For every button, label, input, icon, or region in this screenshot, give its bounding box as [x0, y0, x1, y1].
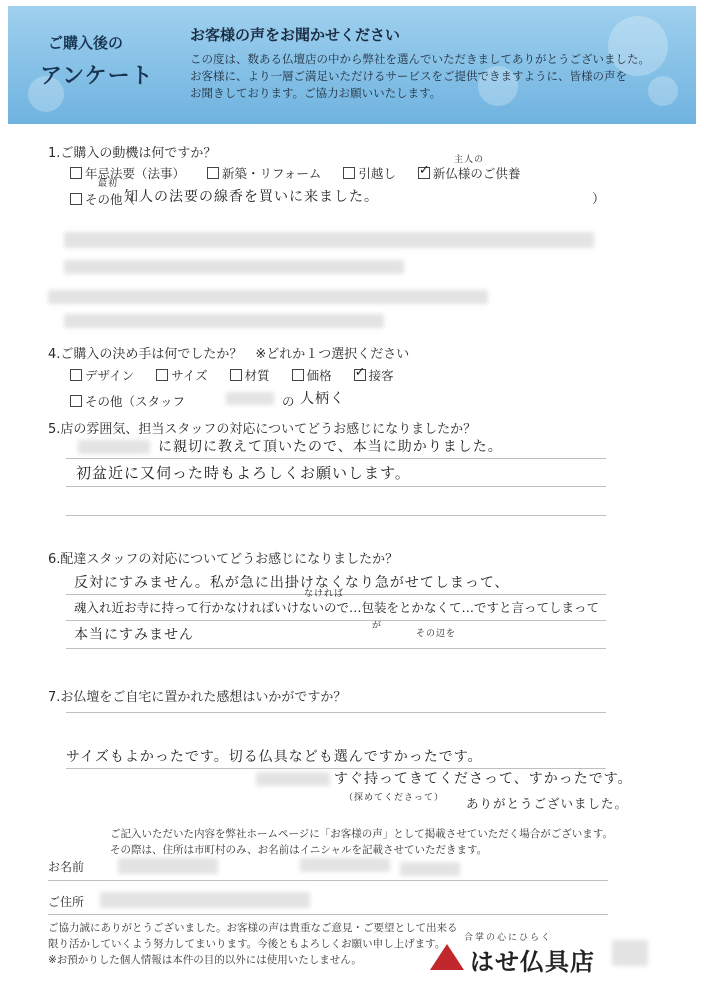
name-rule — [48, 880, 608, 881]
intro-line2: お客様に、より一層ご満足いただけるサービスをご提供できますように、皆様の声を — [190, 69, 627, 83]
q1-option-hikkoshi[interactable]: 引越し — [343, 166, 396, 181]
q4-other: その他（スタッフ — [70, 392, 185, 410]
checkbox[interactable] — [207, 167, 219, 179]
address-rule — [48, 914, 608, 915]
header-banner — [8, 6, 696, 124]
q6-note1: なければ — [304, 589, 345, 599]
company-logo — [430, 930, 630, 980]
redacted-block — [300, 858, 390, 872]
badge-line2: アンケート — [40, 64, 154, 89]
closing-line1: ご協力誠にありがとうございました。お客様の声は貴重なご意見・ご要望として出来る — [48, 922, 458, 934]
publication-note-line1: ご記入いただいた内容を弊社ホームページに「お客様の声」として掲載させていただく場合がございます。 — [110, 828, 613, 840]
q1-option-shinchiku[interactable]: 新築・リフォーム — [207, 166, 321, 181]
q7-answer-line2: すぐ持ってきてくださって、すかったです。 — [334, 771, 633, 787]
question-5: 5.店の雰囲気、担当スタッフの対応についてどうお感じになりましたか？ — [48, 422, 477, 437]
survey-badge — [30, 32, 170, 106]
answer-rule — [66, 648, 606, 649]
q1-close-paren: ） — [592, 192, 606, 207]
q7-note: （探めてくださって） — [344, 793, 445, 803]
redacted-block — [64, 314, 384, 328]
checkbox[interactable] — [230, 369, 242, 381]
page-title: お客様の声をお聞かせください — [190, 26, 401, 44]
name-label: お名前 — [48, 860, 85, 874]
header-text — [190, 24, 680, 102]
privacy-note: ※お預かりした個人情報は本件の目的以外には使用いたしません。 — [48, 954, 362, 966]
q4-option-material[interactable]: 材質 — [230, 368, 270, 383]
redacted-block — [64, 260, 404, 274]
checkbox[interactable] — [70, 369, 82, 381]
question-4: 4.ご購入の決め手は何でしたか？ ※どれか１つ選択ください — [48, 347, 410, 362]
q5-answer-line1: に親切に教えて頂いたので、本当に助かりました。 — [158, 439, 503, 455]
redacted-block — [612, 940, 648, 966]
redacted-address — [100, 892, 310, 908]
checkbox[interactable] — [70, 193, 82, 205]
logo-mark-icon — [430, 944, 464, 970]
checkbox-checked[interactable] — [354, 369, 366, 381]
logo-name: はせ仏具店 — [470, 948, 595, 976]
q4-options — [70, 366, 412, 384]
q1-options — [70, 164, 538, 182]
closing-text — [48, 920, 458, 968]
badge-line1: ご購入後の — [48, 34, 124, 52]
q1-other: その他（ — [70, 190, 135, 208]
q1-option-nenki[interactable]: 年忌法要（法事） — [70, 166, 185, 181]
q4-answer: 人柄く — [300, 391, 345, 407]
checkbox[interactable] — [70, 395, 82, 407]
q7-answer-line1: サイズもよかったです。切る仏具なども選んですかったです。 — [66, 749, 483, 765]
q6-note3: その辺を — [416, 629, 457, 639]
q4-option-service[interactable]: ✓ 接客 — [354, 368, 394, 383]
intro-line1: この度は、数ある仏壇店の中から弊社を選んでいただきましてありがとうございました。 — [190, 52, 650, 66]
question-6: 6.配達スタッフの対応についてどうお感じになりましたか？ — [48, 552, 399, 567]
redacted-block — [256, 772, 330, 786]
closing-line2: 限り活かしていくよう努力してまいります。今後ともよろしくお願い申し上げます。 — [48, 938, 446, 950]
q6-note2: が — [372, 621, 383, 631]
address-label: ご住所 — [48, 895, 85, 909]
q5-answer-line2: 初盆近に又伺った時もよろしくお願いします。 — [76, 464, 411, 482]
logo-tagline: 合掌の心にひらく — [464, 933, 553, 943]
q6-answer-line3: 本当にすみません — [74, 627, 194, 643]
redacted-block — [64, 232, 594, 248]
q1-option-shinbotoke[interactable]: ✓ 新仏様のご供養 — [418, 166, 521, 181]
redacted-block — [400, 862, 460, 876]
redacted-block — [78, 440, 150, 454]
q1-answer-note: 最初 — [98, 179, 119, 189]
q1-annotation: 主人の — [454, 155, 485, 165]
q1-answer: 知人の法要の線香を買いに来ました。 — [124, 189, 379, 205]
checkbox-checked[interactable] — [418, 167, 430, 179]
answer-rule — [66, 620, 606, 621]
answer-rule — [66, 712, 606, 713]
q4-option-design[interactable]: デザイン — [70, 368, 134, 383]
q6-answer-line2: 魂入れ近お寺に持って行かなければいけないので…包装をとかなくて…ですと言ってしまって — [74, 600, 600, 615]
intro-line3: お聞きしております。ご協力お願いいたします。 — [190, 86, 442, 100]
checkbox[interactable] — [292, 369, 304, 381]
q4-option-price[interactable]: 価格 — [292, 368, 332, 383]
publication-note — [110, 826, 613, 858]
answer-rule — [66, 515, 606, 516]
answer-rule — [66, 486, 606, 487]
q6-answer-line1: 反対にすみません。私が急に出掛けなくなり急がせてしまって、 — [74, 575, 510, 591]
redacted-name — [118, 858, 218, 874]
publication-note-line2: その際は、住所は市町村のみ、お名前はイニシャルを記載させていただきます。 — [110, 844, 488, 856]
q4-option-size[interactable]: サイズ — [156, 368, 208, 383]
answer-rule — [66, 458, 606, 459]
redacted-block — [48, 290, 488, 304]
q4-other-suffix: の — [282, 394, 295, 409]
checkbox[interactable] — [70, 167, 82, 179]
question-7: 7.お仏壇をご自宅に置かれた感想はいかがですか？ — [48, 690, 347, 705]
checkbox[interactable] — [156, 369, 168, 381]
q7-thanks: ありがとうございました。 — [466, 796, 629, 811]
checkbox[interactable] — [343, 167, 355, 179]
redacted-block — [226, 392, 274, 405]
question-1: 1.ご購入の動機は何ですか？ — [48, 146, 217, 161]
